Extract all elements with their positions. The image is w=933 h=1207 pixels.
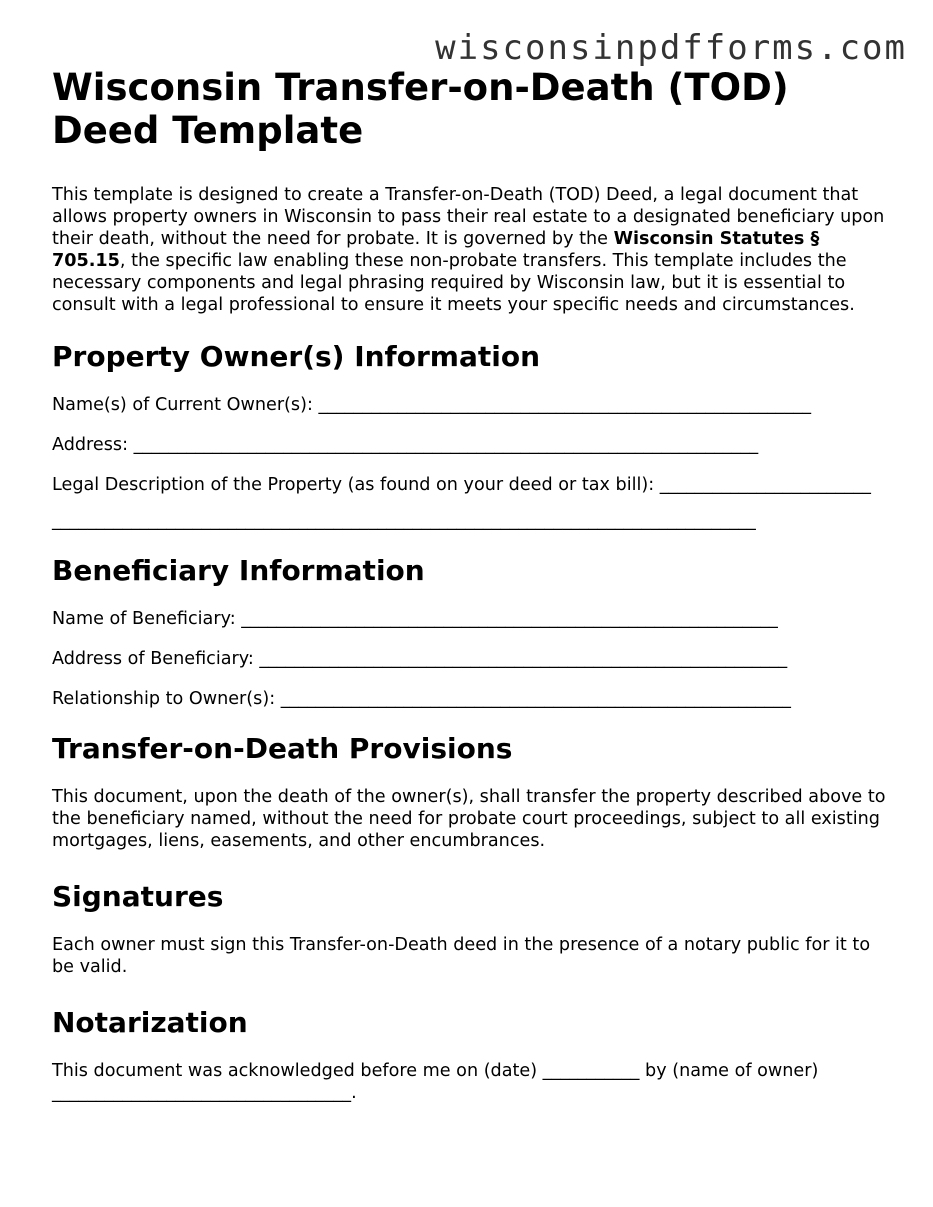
provisions-text: This document, upon the death of the owner(s), shall transfer the property described above to the beneficiary named, without the need for probate court proceedings, subject to all existing mortgages, liens, easements, and other encumbrances. — [52, 787, 886, 851]
signatures-section-heading: Signatures — [52, 880, 224, 913]
document-page — [52, 66, 892, 1104]
notarization-text[interactable]: This document was acknowledged before me on (date) ___________ by (name of owner) __________________________________. — [52, 1061, 819, 1103]
statute-reference: Wisconsin Statutes § 705.15 — [52, 229, 820, 271]
owner-names-field[interactable]: Name(s) of Current Owner(s): ________________________________________________________ — [52, 395, 812, 415]
beneficiary-section-heading: Beneficiary Information — [52, 554, 425, 587]
owner-section-heading: Property Owner(s) Information — [52, 340, 541, 373]
signatures-text: Each owner must sign this Transfer-on-Death deed in the presence of a notary public for it to be valid. — [52, 935, 871, 977]
owner-address-field[interactable]: Address: _______________________________________________________________________ — [52, 435, 759, 455]
intro-text-1: This template is designed to create a Transfer-on-Death (TOD) Deed, a legal document that allows property owners in Wisconsin to pass their real estate to a designated beneficiary upon their death, without the need for probate. It is governed by the — [52, 185, 885, 249]
document-title: Wisconsin Transfer-on-Death (TOD) Deed Template — [52, 66, 789, 152]
legal-description-field[interactable]: Legal Description of the Property (as found on your deed or tax bill): ________________________ — [52, 475, 871, 495]
intro-text-2: , the specific law enabling these non-probate transfers. This template includes the necessary components and legal phrasing required by Wisconsin law, but it is essential to consult with a legal professional to ensure it meets your specific needs and circumstances. — [52, 251, 855, 315]
watermark-text: wisconsinpdfforms.com — [435, 28, 907, 68]
intro-paragraph — [52, 184, 892, 316]
beneficiary-address-field[interactable]: Address of Beneficiary: ____________________________________________________________ — [52, 649, 788, 669]
notarization-section-heading: Notarization — [52, 1006, 248, 1039]
provisions-section-heading: Transfer-on-Death Provisions — [52, 732, 513, 765]
beneficiary-relationship-field[interactable]: Relationship to Owner(s): __________________________________________________________ — [52, 689, 791, 709]
legal-description-extra-line[interactable]: ________________________________________________________________________________ — [52, 511, 756, 531]
beneficiary-name-field[interactable]: Name of Beneficiary: _____________________________________________________________ — [52, 609, 778, 629]
